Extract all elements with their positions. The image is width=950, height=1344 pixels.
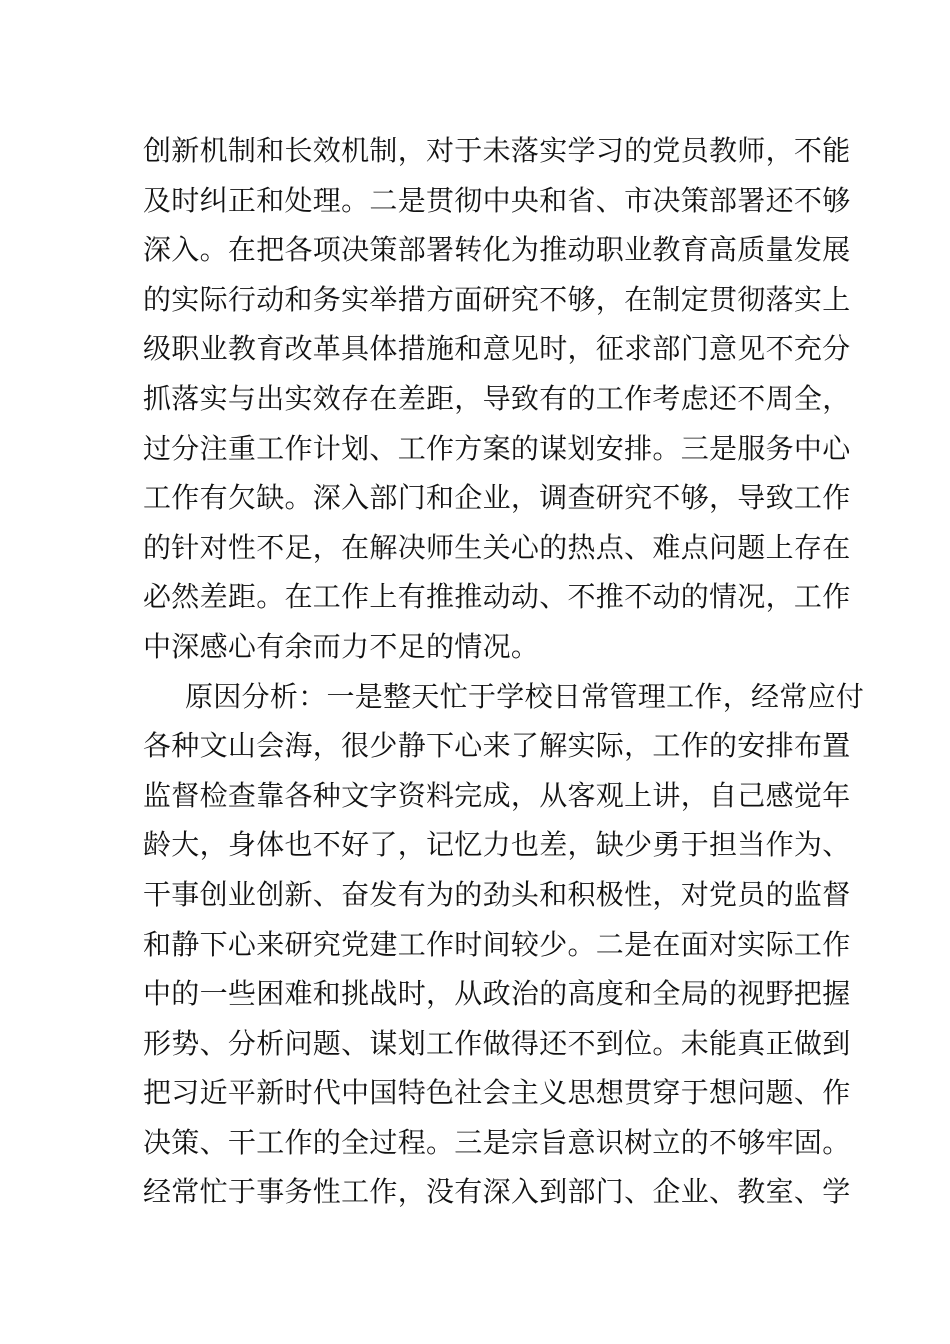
- text-line: 创新机制和长效机制，对于未落实学习的党员教师，不能: [143, 134, 851, 167]
- text-line: 形势、分析问题、谋划工作做得还不到位。未能真正做到: [143, 1026, 851, 1060]
- text-line: 必然差距。在工作上有推推动动、不推不动的情况，工作: [143, 580, 851, 614]
- text-line: 原因分析：一是整天忙于学校日常管理工作，经常应付: [185, 679, 865, 713]
- text-line: 龄大，身体也不好了，记忆力也差，缺少勇于担当作为、: [143, 828, 851, 862]
- text-line: 决策、干工作的全过程。三是宗旨意识树立的不够牢固。: [143, 1125, 851, 1159]
- text-line: 的针对性不足，在解决师生关心的热点、难点问题上存在: [143, 530, 851, 564]
- text-line: 各种文山会海，很少静下心来了解实际，工作的安排布置: [143, 729, 851, 763]
- text-line: 干事创业创新、奋发有为的劲头和积极性，对党员的监督: [143, 877, 851, 911]
- text-line: 监督检查靠各种文字资料完成，从客观上讲，自己感觉年: [143, 778, 851, 812]
- text-line: 深入。在把各项决策部署转化为推动职业教育高质量发展: [143, 233, 851, 267]
- text-line: 工作有欠缺。深入部门和企业，调查研究不够，导致工作: [143, 481, 851, 515]
- text-line: 经常忙于事务性工作，没有深入到部门、企业、教室、学: [143, 1175, 851, 1209]
- text-line: 级职业教育改革具体措施和意见时，征求部门意见不充分: [143, 332, 851, 366]
- text-line: 过分注重工作计划、工作方案的谋划安排。三是服务中心: [143, 431, 851, 465]
- paragraph-2: [143, 672, 865, 1218]
- document-body: [143, 126, 865, 1217]
- text-line: 和静下心来研究党建工作时间较少。二是在面对实际工作: [143, 927, 851, 961]
- paragraph-1: [143, 126, 851, 672]
- text-line: 中的一些困难和挑战时，从政治的高度和全局的视野把握: [143, 977, 851, 1011]
- text-line: 把习近平新时代中国特色社会主义思想贯穿于想问题、作: [143, 1076, 851, 1110]
- text-line: 的实际行动和务实举措方面研究不够，在制定贯彻落实上: [143, 282, 851, 316]
- text-line: 抓落实与出实效存在差距，导致有的工作考虑还不周全，: [143, 381, 851, 415]
- text-line: 中深感心有余而力不足的情况。: [143, 629, 540, 663]
- text-line: 及时纠正和处理。二是贯彻中央和省、市决策部署还不够: [143, 183, 851, 217]
